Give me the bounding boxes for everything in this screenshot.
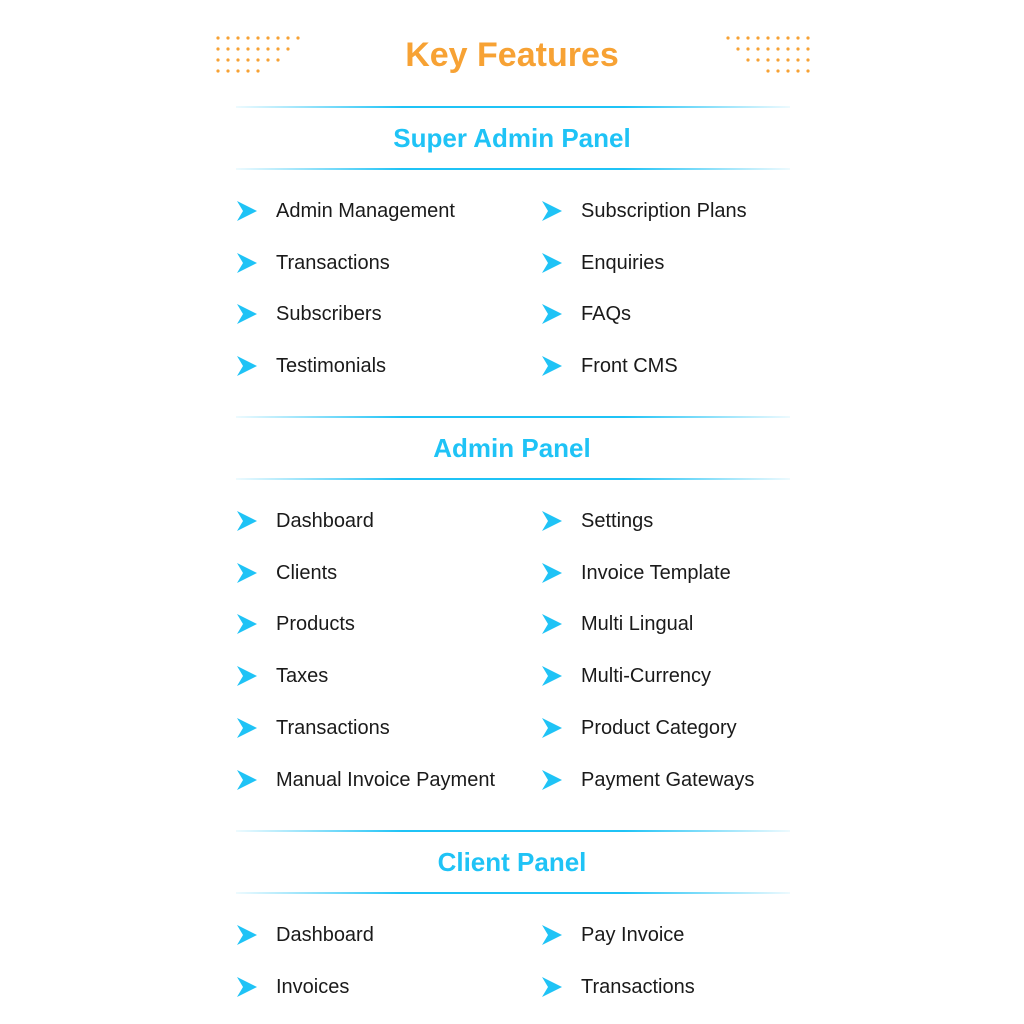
feature-item [541,299,631,329]
chevron-arrow-icon [541,924,563,946]
feature-label: Subscribers [276,302,382,325]
decorative-dots-right [726,36,812,76]
feature-label: Admin Management [276,199,455,222]
chevron-arrow-icon [236,355,258,377]
feature-item [236,299,382,329]
chevron-arrow-icon [541,665,563,687]
feature-item [541,972,695,1002]
feature-item [236,972,349,1002]
feature-item [236,920,374,950]
chevron-arrow-icon [236,613,258,635]
feature-item [236,506,374,536]
feature-label: Enquiries [581,251,665,274]
section-title-admin: Admin Panel [433,433,591,463]
chevron-arrow-icon [541,252,563,274]
feature-label: Testimonials [276,354,387,377]
chevron-arrow-icon [541,200,563,222]
feature-label: Subscription Plans [581,199,747,222]
feature-item [236,713,390,743]
page-title: Key Features [405,36,619,74]
chevron-arrow-icon [541,613,563,635]
feature-item [541,506,653,536]
chevron-arrow-icon [541,303,563,325]
feature-label: Multi Lingual [581,612,694,635]
feature-item [541,196,747,226]
chevron-arrow-icon [236,562,258,584]
section-divider-top [236,106,790,108]
feature-label: Transactions [276,716,390,739]
section-title-super-admin: Super Admin Panel [393,123,631,153]
chevron-arrow-icon [541,355,563,377]
chevron-arrow-icon [236,303,258,325]
feature-label: Front CMS [581,354,678,377]
feature-label: Taxes [276,664,329,687]
section-divider-bottom [236,478,790,480]
feature-item [541,609,693,639]
feature-label: FAQs [581,302,632,325]
chevron-arrow-icon [236,252,258,274]
feature-item [236,558,337,588]
feature-label: Multi-Currency [581,664,712,687]
feature-label: Transactions [581,975,695,998]
chevron-arrow-icon [541,717,563,739]
feature-label: Pay Invoice [581,923,685,946]
chevron-arrow-icon [541,976,563,998]
feature-item [541,351,678,381]
chevron-arrow-icon [236,717,258,739]
feature-label: Product Category [581,716,737,739]
feature-label: Payment Gateways [581,768,755,791]
chevron-arrow-icon [541,510,563,532]
chevron-arrow-icon [236,510,258,532]
feature-item [236,609,355,639]
feature-item [541,558,731,588]
feature-item [541,920,684,950]
feature-label: Invoice Template [581,561,731,584]
chevron-arrow-icon [236,924,258,946]
feature-label: Manual Invoice Payment [276,768,496,791]
feature-label: Settings [581,509,654,532]
feature-label: Clients [276,561,338,584]
feature-item [541,713,737,743]
feature-item [236,661,328,691]
section-title-client: Client Panel [437,847,587,877]
section-divider-bottom [236,168,790,170]
feature-item [236,765,495,795]
feature-item [236,248,390,278]
chevron-arrow-icon [541,769,563,791]
feature-label: Dashboard [276,509,374,532]
feature-label: Dashboard [276,923,374,946]
decorative-dots-left [216,36,302,76]
feature-item [541,765,754,795]
feature-label: Products [276,612,355,635]
chevron-arrow-icon [236,665,258,687]
feature-item [236,351,386,381]
chevron-arrow-icon [236,200,258,222]
feature-label: Transactions [276,251,390,274]
chevron-arrow-icon [236,976,258,998]
section-divider-bottom [236,892,790,894]
chevron-arrow-icon [236,769,258,791]
section-divider-top [236,416,790,418]
feature-item [541,248,664,278]
feature-item [541,661,711,691]
feature-label: Invoices [276,975,350,998]
feature-item [236,196,455,226]
section-divider-top [236,830,790,832]
chevron-arrow-icon [541,562,563,584]
